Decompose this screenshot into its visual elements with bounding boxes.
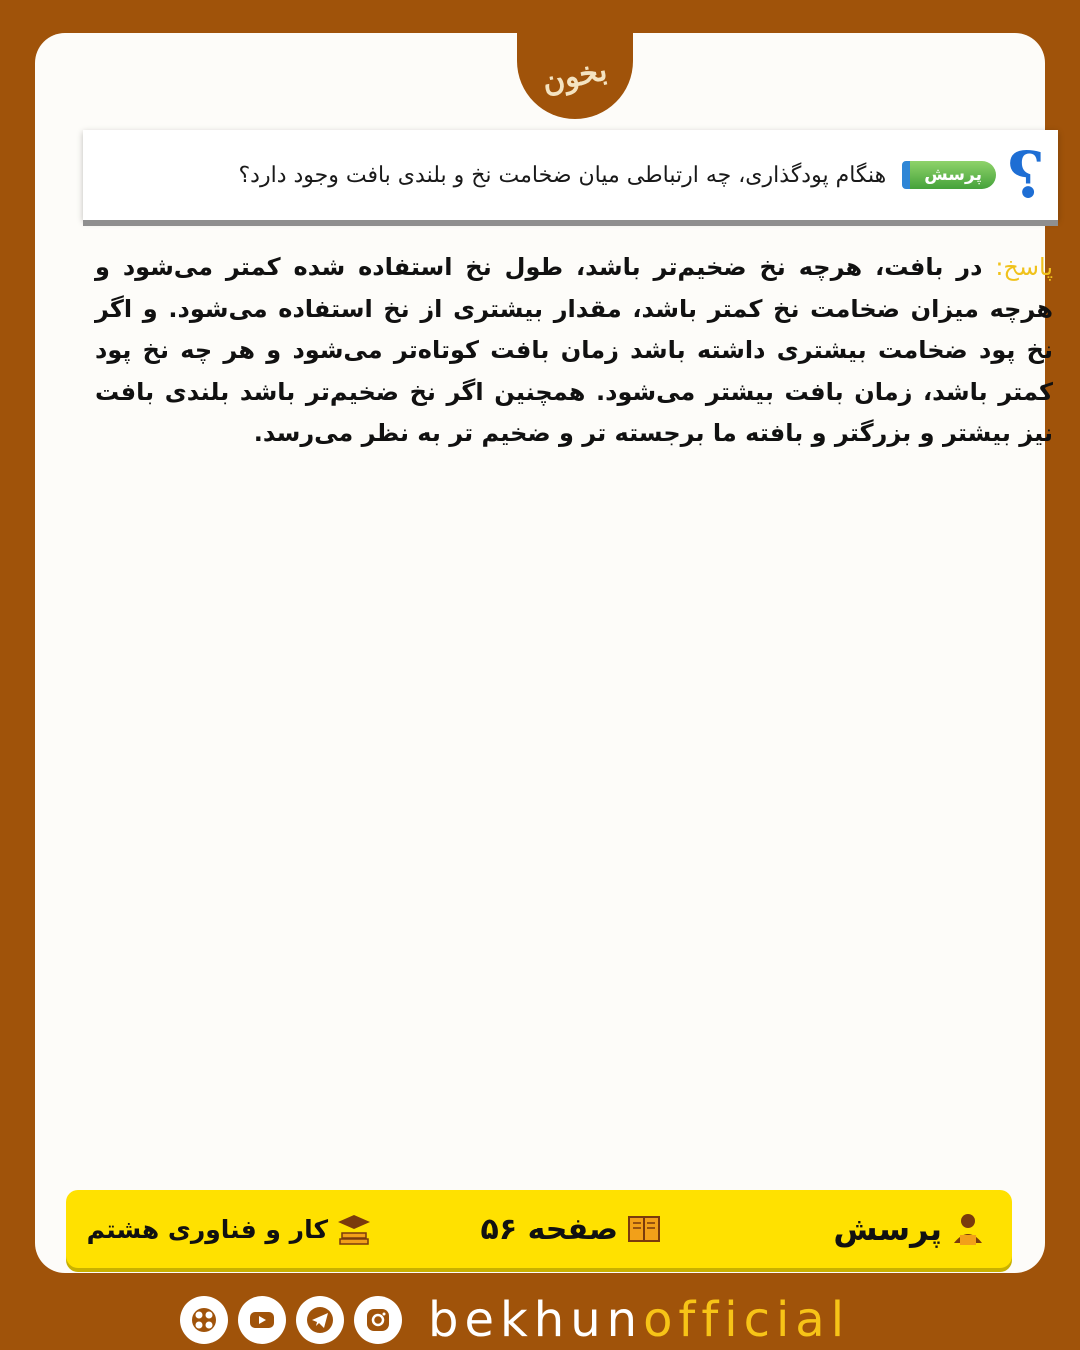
youtube-icon[interactable] <box>238 1296 286 1344</box>
logo-badge <box>517 33 633 119</box>
question-tag: پرسش <box>902 161 996 189</box>
question-text: هنگام پودگذاری، چه ارتباطی میان ضخامت نخ و بلندی بافت وجود دارد؟ <box>238 162 887 188</box>
question-box <box>83 130 1058 220</box>
brand-part1: bekhun <box>428 1292 644 1348</box>
footer-bar <box>66 1190 1012 1268</box>
question-mark-icon: ? <box>1007 137 1045 213</box>
footer-page-label: صفحه ۵۶ <box>480 1211 618 1247</box>
book-icon <box>626 1211 662 1247</box>
instagram-icon[interactable] <box>354 1296 402 1344</box>
footer-section <box>833 1190 986 1268</box>
content-card <box>35 33 1053 1273</box>
brand-part2: official <box>643 1292 851 1348</box>
answer-paragraph <box>95 247 1053 455</box>
telegram-icon[interactable] <box>296 1296 344 1344</box>
footer-page <box>481 1190 662 1268</box>
social-bar <box>180 1290 850 1350</box>
footer-subject <box>87 1190 372 1268</box>
logo-text: بخون <box>539 52 611 100</box>
footer-subject-label: کار و فناوری هشتم <box>86 1214 328 1244</box>
answer-label: پاسخ: <box>995 253 1053 281</box>
answer-text: در بافت، هرچه نخ ضخیم‌تر باشد، طول نخ استفاده شده کمتر می‌شود و هرچه میزان ضخامت نخ کمتر باشد، مقدار بیشتری از نخ استفاده می‌شود. و اگر نخ پود ضخامت بیشتری داشته باشد زمان بافت کوتاه‌تر می‌شود و هر چه نخ پود کمتر باشد، زمان بافت بیشتر می‌شود. همچنین اگر نخ ضخیم‌تر باشد بلندی بافت نیز بیشتر و بزرگتر و بافته ما برجسته تر و ضخیم تر به نظر می‌رسد. <box>95 253 1053 447</box>
graduation-books-icon <box>336 1211 372 1247</box>
footer-section-label: پرسش <box>833 1210 942 1248</box>
brand-handle[interactable] <box>428 1292 850 1348</box>
aparat-icon[interactable] <box>180 1296 228 1344</box>
teacher-icon <box>950 1211 986 1247</box>
